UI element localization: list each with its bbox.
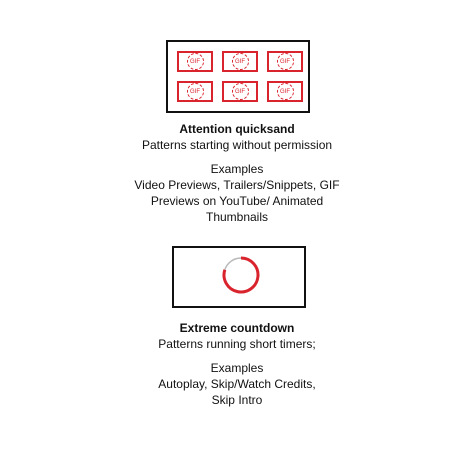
countdown-timer-icon — [221, 255, 261, 295]
gif-previews-frame — [166, 40, 310, 113]
gif-badge: GIF — [232, 83, 249, 100]
extreme-countdown-text — [0, 320, 474, 408]
attention-example-line: Thumbnails — [205, 210, 269, 224]
gif-badge: GIF — [187, 83, 204, 100]
countdown-subtitle: Patterns running short timers; — [158, 337, 316, 351]
attention-examples-heading: Examples — [210, 162, 264, 176]
attention-example-line: Video Previews, Trailers/Snippets, GIF — [134, 178, 340, 192]
gif-tile — [177, 81, 213, 102]
gif-tile — [222, 51, 258, 72]
gif-tile — [177, 51, 213, 72]
countdown-example-line: Autoplay, Skip/Watch Credits, — [158, 377, 316, 391]
gif-badge: GIF — [187, 53, 204, 70]
countdown-frame — [172, 246, 306, 308]
attention-subtitle: Patterns starting without permission — [141, 138, 333, 152]
gif-badge: GIF — [277, 53, 294, 70]
gif-tile — [267, 51, 303, 72]
countdown-example-line: Skip Intro — [211, 393, 263, 407]
attention-title: Attention quicksand — [179, 122, 295, 136]
gif-badge: GIF — [277, 83, 294, 100]
gif-badge: GIF — [232, 53, 249, 70]
gif-tile — [267, 81, 303, 102]
countdown-examples-heading: Examples — [210, 361, 264, 375]
gif-tile — [222, 81, 258, 102]
attention-quicksand-text — [0, 121, 474, 225]
attention-example-line: Previews on YouTube/ Animated — [150, 194, 324, 208]
countdown-title: Extreme countdown — [179, 321, 295, 335]
